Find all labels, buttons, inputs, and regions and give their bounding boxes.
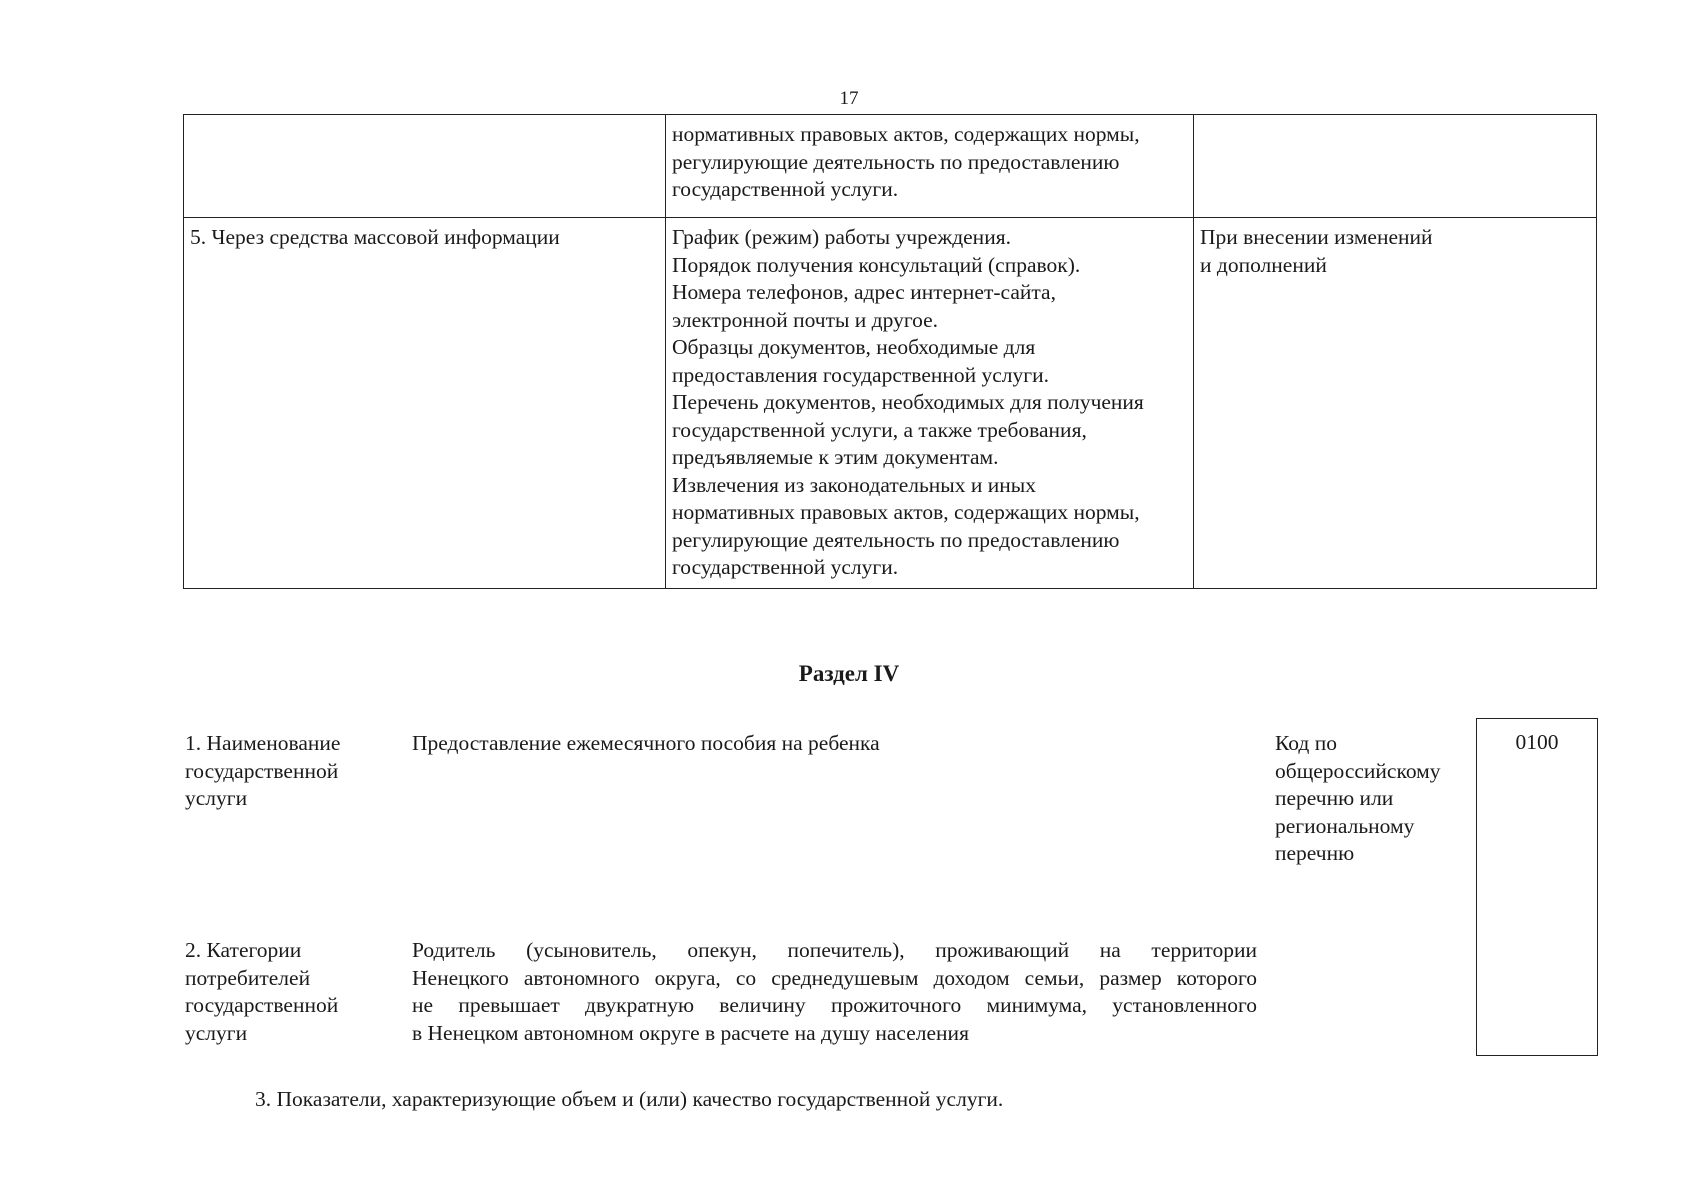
label-line: государственной (185, 758, 339, 783)
page-number: 17 (839, 88, 859, 109)
value-line: не превышает двукратную величину прожиточного минимума, установленного (412, 993, 1257, 1017)
service-name-label (185, 730, 385, 813)
label-line: перечню (1275, 841, 1355, 865)
table-cell-frequency (1194, 115, 1597, 218)
label-line: услуги (185, 786, 248, 810)
label-line: перечню или (1275, 786, 1394, 810)
value-line: Ненецкого автономного округа, со среднедушевым доходом семьи, размер которого (412, 965, 1257, 990)
cell-line: государственной услуги. (672, 555, 899, 579)
cell-line: нормативных правовых актов, содержащих нормы, (672, 122, 1140, 146)
label-line: 2. Категории (185, 938, 302, 962)
cell-line: Перечень документов, необходимых для получения (672, 390, 1144, 414)
code-label (1275, 730, 1465, 868)
label-line: потребителей (185, 965, 311, 990)
value-line: Родитель (усыновитель, опекун, попечитель), проживающий на территории (412, 938, 1257, 962)
cell-line: 5. Через средства массовой информации (190, 225, 560, 249)
cell-line: При внесении изменений (1200, 225, 1433, 249)
cell-line: государственной услуги, а также требования, (672, 417, 1087, 442)
information-table (183, 114, 1597, 589)
table-cell-frequency (1194, 218, 1597, 589)
table-cell-content (666, 218, 1194, 589)
cell-line: нормативных правовых актов, содержащих нормы, (672, 500, 1140, 524)
table-cell-content (666, 115, 1194, 218)
cell-line: регулирующие деятельность по предоставлению (672, 149, 1120, 174)
service-name-value: Предоставление ежемесячного пособия на ребенка (412, 731, 880, 755)
indicators-heading: 3. Показатели, характеризующие объем и (или) качество государственной услуги. (255, 1087, 1004, 1111)
cell-line: предоставления государственной услуги. (672, 362, 1049, 387)
table-row-continued (184, 115, 1597, 218)
section-title: Раздел IV (798, 661, 900, 686)
label-line: государственной (185, 993, 339, 1017)
cell-line: государственной услуги. (672, 177, 899, 201)
label-line: услуги (185, 1020, 248, 1045)
consumer-categories-label (185, 937, 385, 1047)
label-line: общероссийскому (1275, 758, 1441, 783)
cell-line: Образцы документов, необходимые для (672, 335, 1036, 359)
cell-line: регулирующие деятельность по предоставлению (672, 527, 1120, 552)
code-box (1476, 718, 1598, 1056)
cell-line: и дополнений (1200, 252, 1327, 277)
cell-line: предъявляемые к этим документам. (672, 445, 999, 469)
table-cell-method (184, 218, 666, 589)
cell-line: Порядок получения консультаций (справок). (672, 252, 1081, 277)
value-line: в Ненецком автономном округе в расчете на душу населения (412, 1020, 969, 1045)
label-line: региональному (1275, 813, 1415, 838)
consumer-categories-value (412, 937, 1257, 1047)
cell-line: Извлечения из законодательных и иных (672, 472, 1036, 497)
cell-line: График (режим) работы учреждения. (672, 225, 1011, 249)
table-cell-method (184, 115, 666, 218)
code-value: 0100 (1515, 730, 1559, 754)
label-line: Код по (1275, 731, 1337, 755)
label-line: 1. Наименование (185, 731, 341, 755)
cell-line: электронной почты и другое. (672, 307, 939, 332)
table-row-media (184, 218, 1597, 589)
cell-line: Номера телефонов, адрес интернет-сайта, (672, 280, 1056, 304)
